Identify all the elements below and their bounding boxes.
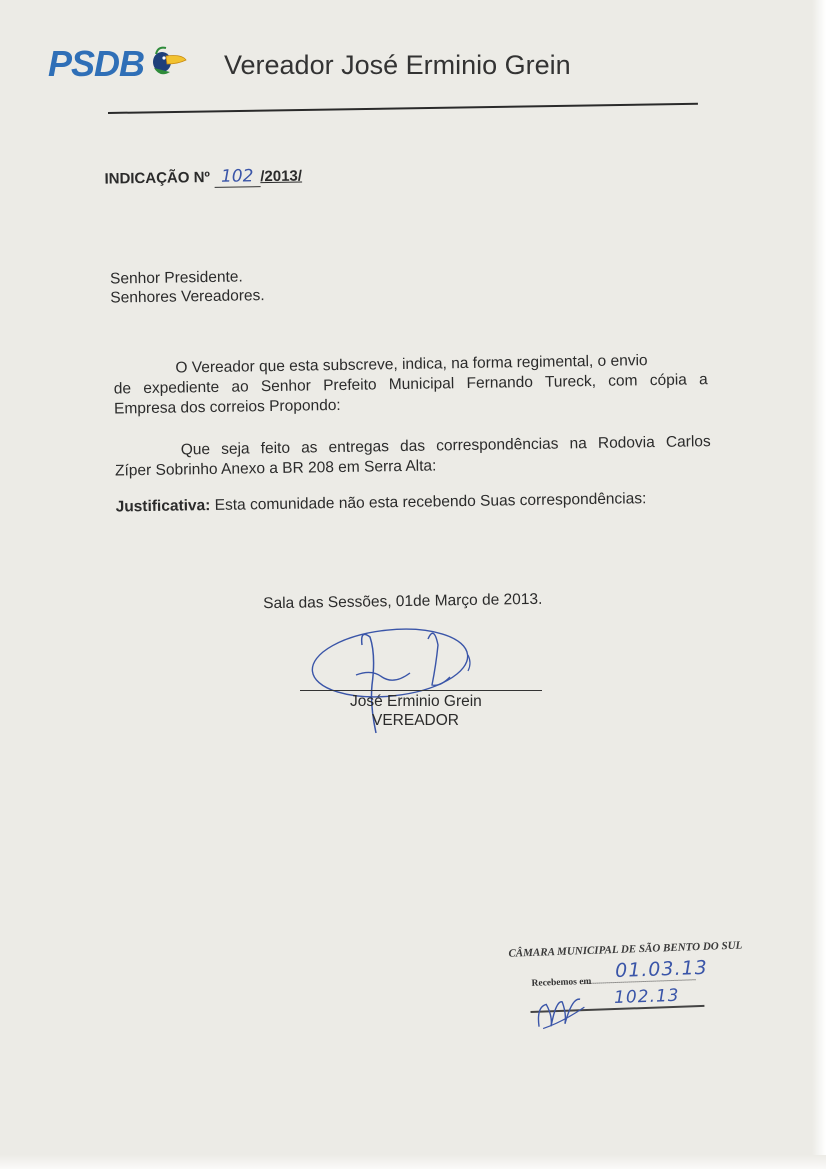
salutation-line-1: Senhor Presidente. xyxy=(109,268,243,288)
paragraph-1-line-3: Empresa dos correios Propondo: xyxy=(113,396,341,418)
salutation-line-2: Senhores Vereadores. xyxy=(110,287,265,307)
stamp-received-date: 01.03.13 xyxy=(614,956,709,982)
signature-line xyxy=(300,690,542,691)
indicacao-label: INDICAÇÃO Nº xyxy=(104,168,211,188)
signatory-role: VEREADOR xyxy=(372,712,459,729)
indicacao-year: /2013/ xyxy=(260,167,303,186)
paragraph-2-line-2: Zíper Sobrinho Anexo a BR 208 em Serra Alta: xyxy=(114,457,437,480)
stamp-initials-signature xyxy=(532,985,593,1031)
indicacao-heading xyxy=(104,166,302,190)
paragraph-1-line-1: O Vereador que esta subscreve, indica, na forma regimental, o envio xyxy=(175,352,648,377)
reception-stamp xyxy=(500,931,753,1040)
stamp-title: CÂMARA MUNICIPAL DE SÃO BENTO DO SUL xyxy=(508,939,743,960)
paragraph-1-line-2: de expediente ao Senhor Prefeito Municipal Fernando Tureck, com cópia a xyxy=(113,371,708,398)
stamp-protocol-number: 102.13 xyxy=(613,985,680,1009)
paragraph-2-line-1: Que seja feito as entregas das correspondências na Rodovia Carlos xyxy=(180,433,711,459)
place-date: Sala das Sessões, 01de Março de 2013. xyxy=(263,590,543,613)
page-header-title: Vereador José Erminio Grein xyxy=(224,50,571,80)
justificativa-text: Esta comunidade não esta recebendo Suas correspondências: xyxy=(210,490,647,514)
justificativa-label: Justificativa: xyxy=(115,496,211,516)
indicacao-number: 102 xyxy=(214,166,260,188)
logo-text: PSDB xyxy=(48,43,145,84)
signatory-name: José Erminio Grein xyxy=(350,693,482,710)
justificativa xyxy=(116,490,647,516)
scan-edge-right xyxy=(812,0,826,1169)
stamp-received-label: Recebemos em xyxy=(531,976,592,989)
scan-edge-bottom xyxy=(0,1155,826,1169)
